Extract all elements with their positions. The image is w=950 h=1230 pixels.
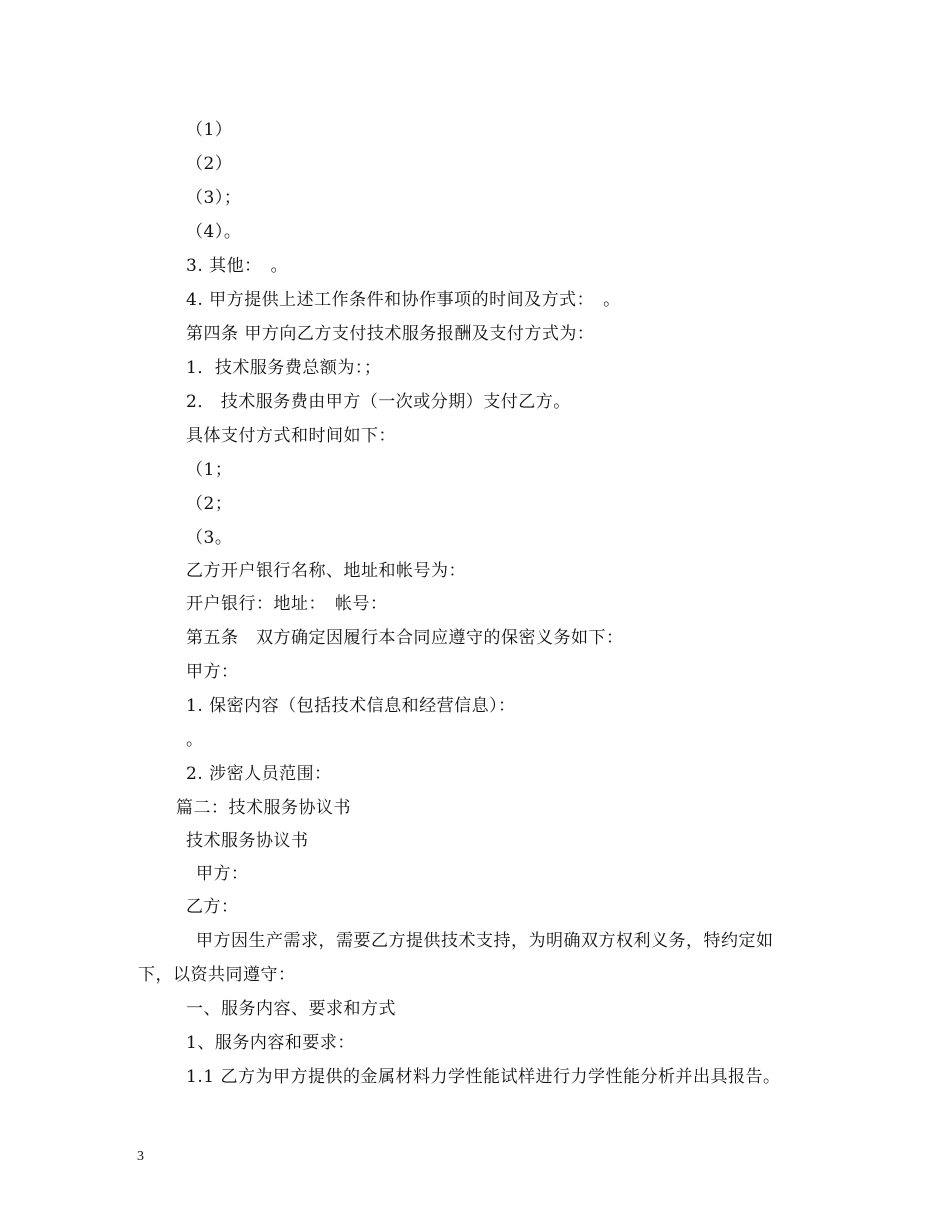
article-five-heading: 第五条 双方确定因履行本合同应遵守的保密义务如下：	[186, 628, 624, 648]
agreement-title: 技术服务协议书	[186, 831, 309, 851]
item-1: （1）	[186, 120, 233, 140]
item-3: （3）；	[186, 188, 242, 208]
payment-item-2: （2；	[186, 494, 233, 514]
page-number: 3	[137, 1149, 144, 1164]
confidential-content: 1. 保密内容（包括技术信息和经营信息）：	[186, 696, 516, 716]
clause-other: 3. 其他： 。	[186, 256, 289, 276]
item-2: （2）	[186, 154, 233, 174]
payment-item-3: （3。	[186, 528, 233, 548]
article-four-heading: 第四条 甲方向乙方支付技术服务报酬及支付方式为：	[186, 324, 595, 344]
bank-info-fields: 开户银行：地址： 帐号：	[186, 594, 388, 614]
preamble-line-1: 甲方因生产需求，需要乙方提供技术支持，为明确双方权利义务，特约定如	[196, 931, 774, 951]
item-4: （4）。	[186, 222, 242, 242]
party-b-field: 乙方：	[186, 897, 239, 917]
fee-payment: 2． 技术服务费由甲方（一次或分期）支付乙方。	[186, 392, 571, 412]
service-content-heading: 1、服务内容和要求：	[186, 1033, 355, 1053]
service-clause-1-1: 1.1 乙方为甲方提供的金属材料力学性能试样进行力学性能分析并出具报告。	[186, 1067, 781, 1087]
service-section-heading: 一、服务内容、要求和方式	[186, 999, 396, 1019]
preamble-line-2: 下，以资共同遵守：	[138, 965, 296, 985]
party-a-field: 甲方：	[196, 864, 249, 884]
payment-item-1: （1；	[186, 460, 233, 480]
period-line: 。	[186, 730, 204, 750]
payment-method-heading: 具体支付方式和时间如下：	[186, 426, 396, 446]
party-a-label: 甲方：	[186, 662, 239, 682]
confidential-personnel: 2. 涉密人员范围：	[186, 764, 332, 784]
fee-total: 1．技术服务费总额为：；	[186, 358, 382, 378]
bank-info-heading: 乙方开户银行名称、地址和帐号为：	[186, 561, 466, 581]
section-two-heading: 篇二：技术服务协议书	[176, 798, 351, 818]
clause-work-conditions: 4. 甲方提供上述工作条件和协作事项的时间及方式： 。	[186, 290, 621, 310]
